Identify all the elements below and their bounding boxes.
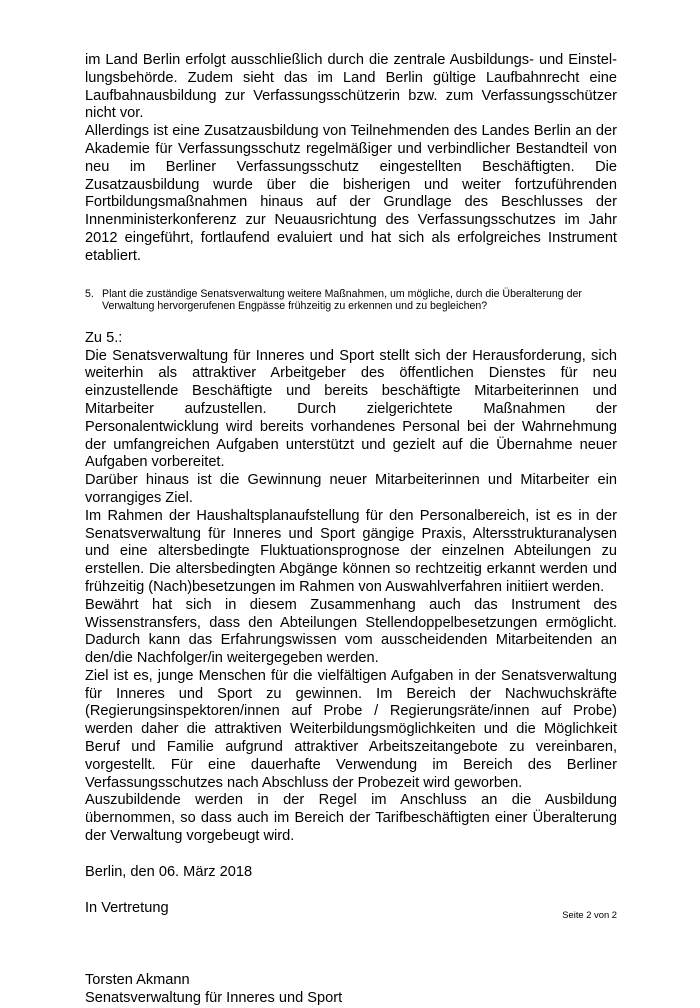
question-text: Plant die zuständige Senatsverwaltung weitere Maßnahmen, um mögliche, durch die Überalterung der Verwaltung hervorgerufenen Engpässe frühzeitig zu erkennen und zu begleichen?	[102, 287, 582, 313]
document-page	[85, 52, 617, 1008]
answer-paragraph-3: Im Rahmen der Haushaltsplanaufstellung für den Personalbereich, ist es in der Senatsverwaltung für Inneres und Sport gängige Praxis, Altersstrukturanalysen und eine altersbedingte Fluktuationsprognose der einzelnen Abteilungen zu erstellen. Die altersbedingten Abgänge können so rechtzeitig erkannt werden und frühzeitig (Nach)besetzungen im Rahmen von Auswahlverfahren initiiert werden.	[85, 507, 617, 595]
question-number: 5.	[85, 287, 94, 300]
answer-paragraph-5: Ziel ist es, junge Menschen für die vielfältigen Aufgaben in der Senatsverwaltung für Inneres und Sport zu gewinnen. Im Bereich der Nachwuchskräfte (Regierungsinspektoren/innen auf Probe / Regierungsräte/innen auf Probe) werden daher die attraktiven Weiterbildungsmöglichkeiten und die Möglichkeit Beruf und Familie aufgrund attraktiver Arbeitszeitangebote zu vereinbaren, vorgestellt. Für eine dauerhafte Verwendung im Bereich des Berliner Verfassungsschutzes nach Abschluss der Probezeit wird geworben.	[85, 667, 617, 791]
signatory-name: Torsten Akmann	[85, 972, 190, 989]
signature-block	[85, 972, 617, 1008]
page-footer: Seite 2 von 2	[562, 909, 617, 920]
answer-heading: Zu 5.:	[85, 329, 123, 346]
signatory-office: Senatsverwaltung für Inneres und Sport	[85, 990, 343, 1007]
intro-paragraph-1: im Land Berlin erfolgt ausschließlich durch die zentrale Ausbildungs- und Einstellungsbehörde. Zudem sieht das im Land Berlin gültige Laufbahnrecht eine Laufbahnausbildung zur Verfassungsschützerin bzw. zum Verfassungsschützer nicht vor.	[85, 52, 617, 122]
intro-paragraph-2: Allerdings ist eine Zusatzausbildung von Teilnehmenden des Landes Berlin an der Akademie für Verfassungsschutz regelmäßiger und verbindlicher Bestandteil von neu im Berliner Verfassungsschutz eingestellten Beschäftigten. Die Zusatzausbildung wurde über die bisherigen und weiter fortzuführenden Fortbildungsmaßnahmen hinaus auf der Grundlage des Beschlusses der Innenministerkonferenz zur Neuausrichtung des Verfassungsschutzes im Jahr 2012 eingeführt, fortlaufend evaluiert und hat sich als erfolgreiches Instrument etabliert.	[85, 123, 617, 264]
question-item	[85, 288, 617, 313]
answer-paragraph-6: Auszubildende werden in der Regel im Anschluss an die Ausbildung übernommen, so dass auch im Bereich der Tarifbeschäftigten einer Überalterung der Verwaltung vorgebeugt wird.	[85, 792, 617, 845]
answer-paragraph-4: Bewährt hat sich in diesem Zusammenhang auch das Instrument des Wissenstransfers, dass den Abteilungen Stellendoppelbesetzungen ermöglicht. Dadurch kann das Erfahrungswissen vom ausscheidenden Mitarbeitenden an den/die Nachfolger/in weitergegeben werden.	[85, 596, 617, 667]
answer-paragraph-2: Darüber hinaus ist die Gewinnung neuer Mitarbeiterinnen und Mitarbeiter ein vorrangiges Ziel.	[85, 472, 617, 506]
answer-paragraph-1: Die Senatsverwaltung für Inneres und Sport stellt sich der Herausforderung, sich weiterhin als attraktiver Arbeitgeber des öffentlichen Dienstes für neu einzustellende Beschäftigte und bereits beschäftigte Mitarbeiterinnen und Mitarbeiter aufzustellen. Durch zielgerichtete Maßnahmen der Personalentwicklung wird bereits vorhandenes Personal bei der Wahrnehmung der umfangreichen Aufgaben unterstützt und gezielt auf die Übernahme neuer Aufgaben vorbereitet.	[85, 347, 617, 471]
date-line: Berlin, den 06. März 2018	[85, 863, 253, 880]
representation-line: In Vertretung	[85, 899, 169, 916]
